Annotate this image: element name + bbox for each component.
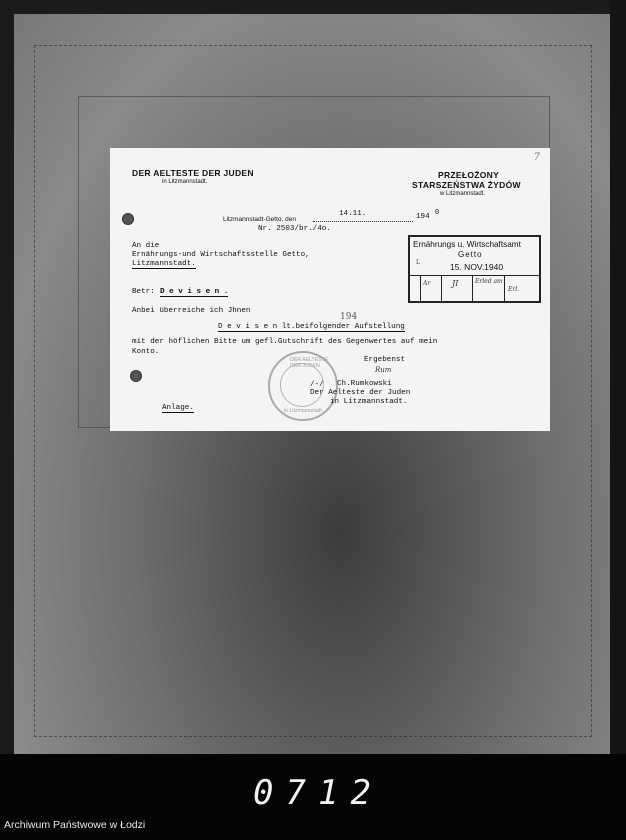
recipient-line-3: Litzmannstadt. xyxy=(132,260,196,268)
body-line-3: mit der höflichen Bitte um gefl.Gutschrift des Gegenwertes auf mein xyxy=(132,338,438,346)
seal-outer-text: DER AELTESTE DER JUDEN xyxy=(290,357,329,369)
closing-greeting: Ergebenst xyxy=(364,356,406,364)
signature-mark: Rum xyxy=(375,366,392,374)
body-line-1: Anbei überreiche ich Jhnen xyxy=(132,307,251,315)
reference-number: Nr. 2503/br./4o. xyxy=(258,225,331,233)
letterhead-right-title-1: PRZEŁOŻONY xyxy=(438,170,500,180)
date-line xyxy=(313,211,413,222)
film-edge-right xyxy=(610,0,626,754)
stamp-cell-erl: Erl. xyxy=(508,286,520,293)
letterhead-right-sub: w Litzmannstadt. xyxy=(440,191,486,197)
stamp-grid-line xyxy=(420,276,421,302)
punch-hole-top xyxy=(122,213,134,225)
letter-document xyxy=(110,148,550,431)
place-label: Litzmannstadt-Getto, den xyxy=(223,216,296,223)
stamp-mark: L xyxy=(416,259,420,266)
letterhead-left-title: DER AELTESTE DER JUDEN xyxy=(132,168,254,178)
year-suffix: 0 xyxy=(435,209,440,217)
stamp-grid-line xyxy=(472,276,473,302)
stamp-cell-ji: JI xyxy=(452,279,459,288)
date-value: 14.11. xyxy=(339,210,367,218)
letterhead-left-sub: in Litzmannstadt. xyxy=(162,179,208,185)
body-annotation: 194 xyxy=(340,312,358,322)
closing-title-2: in Litzmannstadt. xyxy=(330,398,408,406)
received-stamp xyxy=(408,235,541,303)
frame-number: 0712 xyxy=(253,773,383,813)
stamp-date: 15. NOV.1940 xyxy=(450,262,504,272)
recipient-line-1: An die xyxy=(132,242,160,250)
stamp-cell-erled: Erled am xyxy=(475,278,503,285)
film-edge-top xyxy=(0,0,626,14)
recipient-line-2: Ernährungs-und Wirtschaftsstelle Getto, xyxy=(132,251,310,259)
closing-name: Ch.Rumkowski xyxy=(337,380,392,388)
film-edge-left xyxy=(0,0,14,754)
stamp-cell-ar: Ar xyxy=(423,280,431,287)
year-prefix: 194 xyxy=(416,213,430,221)
stamp-grid-line xyxy=(504,276,505,302)
stamp-line-1: Ernährungs u. Wirtschaftsamt xyxy=(413,240,521,249)
stamp-line-2: Getto xyxy=(458,250,483,259)
archive-label: Archiwum Państwowe w Łodzi xyxy=(4,819,146,831)
closing-prefix: /-/ xyxy=(310,381,324,389)
enclosure-label: Anlage. xyxy=(162,404,194,412)
seal-inner-text: in Litzmannstadt xyxy=(284,408,322,414)
punch-hole-bottom xyxy=(130,370,142,382)
subject-label: Betr: xyxy=(132,288,155,296)
subject-value: D e v i s e n . xyxy=(160,288,229,296)
closing-title-1: Der Aelteste der Juden xyxy=(310,389,411,397)
official-seal xyxy=(268,351,338,421)
stamp-grid xyxy=(410,275,539,302)
page-number: 7 xyxy=(533,152,540,163)
stamp-grid-line xyxy=(441,276,442,302)
body-line-4: Konto. xyxy=(132,348,160,356)
body-line-2: D e v i s e n lt.beifolgender Aufstellung xyxy=(218,323,405,331)
letterhead-right-title-2: STARSZEŃSTWA ŻYDÓW xyxy=(412,180,521,190)
